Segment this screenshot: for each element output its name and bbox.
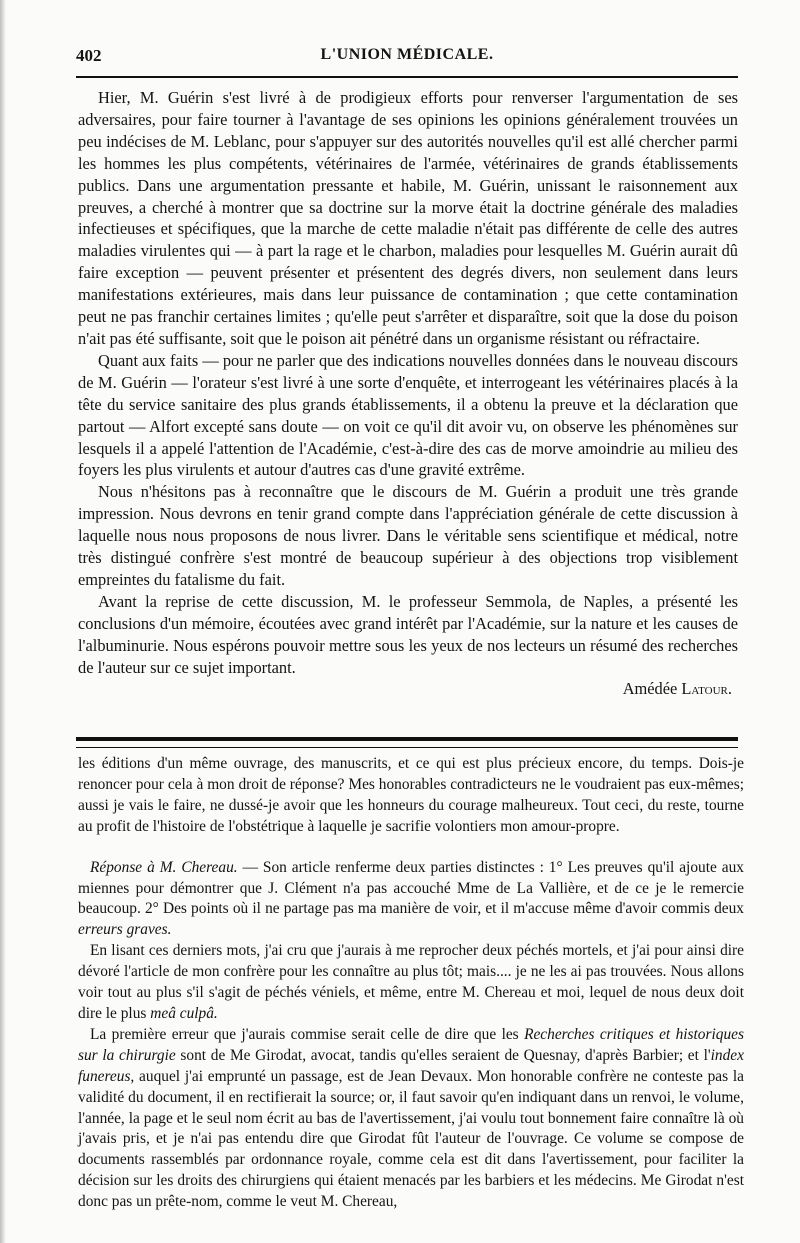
article-paragraph: Quant aux faits — pour ne parler que des indications nouvelles données dans le nouveau discours de M. Guérin — l'orateur s'est livré à une sorte d'enquête, et interrogeant les vétérinaires placés à la tête du service sanitaire des plus grands établissements, il a obtenu la preuve et la déclaration que partout — Alfort excepté sans doute — on voit ce qu'il dit avoir vu, on observe les phénomènes sur lesquels il a appelé l'attention de l'Académie, c'est-à-dire des cas de morve amoindrie au milieu des foyers les plus virulents et autour d'autres cas d'une gravité extrême. — [78, 350, 738, 480]
author-first-name: Amédée — [622, 679, 678, 699]
paragraph-text: En lisant ces derniers mots, j'ai cru que j'aurais à me reprocher deux péchés mortels, et j'ai pour ainsi dire dévoré l'article de mon confrère pour les connaître au plus tôt; mais.... je ne les ai pas trouvées. Nous allons voir tout au plus s'il s'agit de péchés véniels, et même, entre M. Chereau et moi, lequel de nous deux doit dire le plus — [78, 942, 744, 1022]
book-title: Recherches critiques et historiques sur la chirurgie — [78, 1025, 744, 1064]
feuilleton-section — [78, 754, 744, 1213]
author-last-name: Latour. — [681, 679, 732, 699]
reply-paragraph — [78, 858, 744, 942]
paragraph-text-rest: auquel j'ai emprunté un passage, est de Jean Devaux. Mon honorable confrère ne conteste pas la validité du document, il en rectifierait la source; or, il faut savoir qu'en indiquant dans un renvoi, le volume, l'année, la page et le seul nom écrit au bas de l'avertissement, j'ai voulu tout bonnement faire connaître là où j'avais pris, et je n'ai pas entendu dire que Girodat fût l'auteur de l'ouvrage. Ce volume se compose de documents rassemblés par ordonnance royale, comme cela est dit dans l'avertissement, pour faciliter la décision sur les droits des chirurgiens qui étaient menacés par les barbiers et les médecins. Me Girodat n'est donc pas un prête-nom, comme le veut M. Chereau, — [78, 1067, 744, 1211]
article-paragraph: Hier, M. Guérin s'est livré à de prodigieux efforts pour renverser l'argumentation de ses adversaires, pour faire tourner à l'avantage de ses opinions les opinions généralement trouvées un peu indécises de M. Leblanc, pour s'appuyer sur des autorités nouvelles qu'il est allé chercher parmi les hommes les plus compétents, vétérinaires de l'armée, vétérinaires de grands établissements publics. Dans une argumentation pressante et habile, M. Guérin, unissant le raisonnement aux preuves, a cherché à montrer que sa doctrine sur la morve était la doctrine générale des maladies infectieuses et spécifiques, que la marche de cette maladie n'était pas différente de celle des autres maladies virulentes qui — à part la rage et le charbon, maladies pour lesquelles M. Guérin aurait dû faire exception — peuvent présenter et présentent des degrés divers, non seulement dans leurs manifestations extérieures, mais dans leur puissance de contamination ; que cette contamination peut ne pas franchir certaines limites ; qu'elle peut s'arrêter et disparaître, soit que la dose du poison n'ait pas été suffisante, soit que le poison ait pénétré dans un organisme résistant ou réfractaire. — [78, 88, 738, 348]
reply-text: — Son article renferme deux parties distinctes : 1° Les preuves qu'il ajoute aux miennes pour démontrer que J. Clément n'a pas accouché Mme de La Vallière, et de ce je le remercie beaucoup. 2° Des points où il ne partage pas ma manière de voir, et il m'accuse même d'avoir commis deux — [78, 858, 744, 918]
page-number: 402 — [76, 46, 102, 65]
index-title: index funereus, — [78, 1046, 744, 1085]
feuilleton-separator — [76, 737, 738, 748]
reply-label: Réponse à M. Chereau. — [90, 858, 238, 876]
page-binding-shadow — [0, 0, 6, 1243]
running-head: L'UNION MÉDICALE. — [320, 46, 494, 63]
page-header — [76, 46, 738, 68]
feuilleton-intro: les éditions d'un même ouvrage, des manuscrits, et ce qui est plus précieux encore, du temps. Dois-je renoncer pour cela à mon droit de réponse? Mes honorables contradicteurs ne le voudraient pas eux-mêmes; aussi je vais le faire, ne dussé-je avoir que les honneurs du courage malheureux. Tout ceci, du reste, tourne au profit de l'histoire de l'obstétrique à laquelle je sacrifie volontiers mon amour-propre. — [78, 755, 744, 835]
feuilleton-paragraph — [78, 1025, 744, 1213]
article-paragraph: Avant la reprise de cette discussion, M. le professeur Semmola, de Naples, a présenté les conclusions d'un mémoire, écoutées avec grand intérêt par l'Académie, sur la nature et les causes de l'albuminurie. Nous espérons pouvoir mettre sous les yeux de nos lecteurs un résumé des recherches de l'auteur sur ce sujet important. — [78, 591, 738, 677]
paragraph-gap — [78, 838, 744, 858]
paragraph-text-mid: sont de Me Girodat, avocat, tandis qu'elles seraient de Quesnay, d'après Barbier; et l' — [180, 1046, 711, 1064]
feuilleton-paragraph — [78, 941, 744, 1025]
article-body — [78, 87, 738, 700]
author-signature — [78, 678, 738, 700]
paragraph-italic-end: meâ culpâ. — [150, 1004, 218, 1022]
reply-italic-end: erreurs graves. — [78, 921, 172, 939]
article-paragraph: Nous n'hésitons pas à reconnaître que le discours de M. Guérin a produit une très grande impression. Nous devrons en tenir grand compte dans l'appréciation générale de cette discussion à laquelle nous nous proposons de nous livrer. Dans le véritable sens scientifique et médical, notre très distingué confrère s'est montré de beaucoup supérieur à des objections trop visiblement empreintes du fatalisme du fait. — [78, 482, 738, 589]
paragraph-text-start: La première erreur que j'aurais commise serait celle de dire que les — [90, 1025, 519, 1043]
header-rule — [76, 76, 738, 78]
